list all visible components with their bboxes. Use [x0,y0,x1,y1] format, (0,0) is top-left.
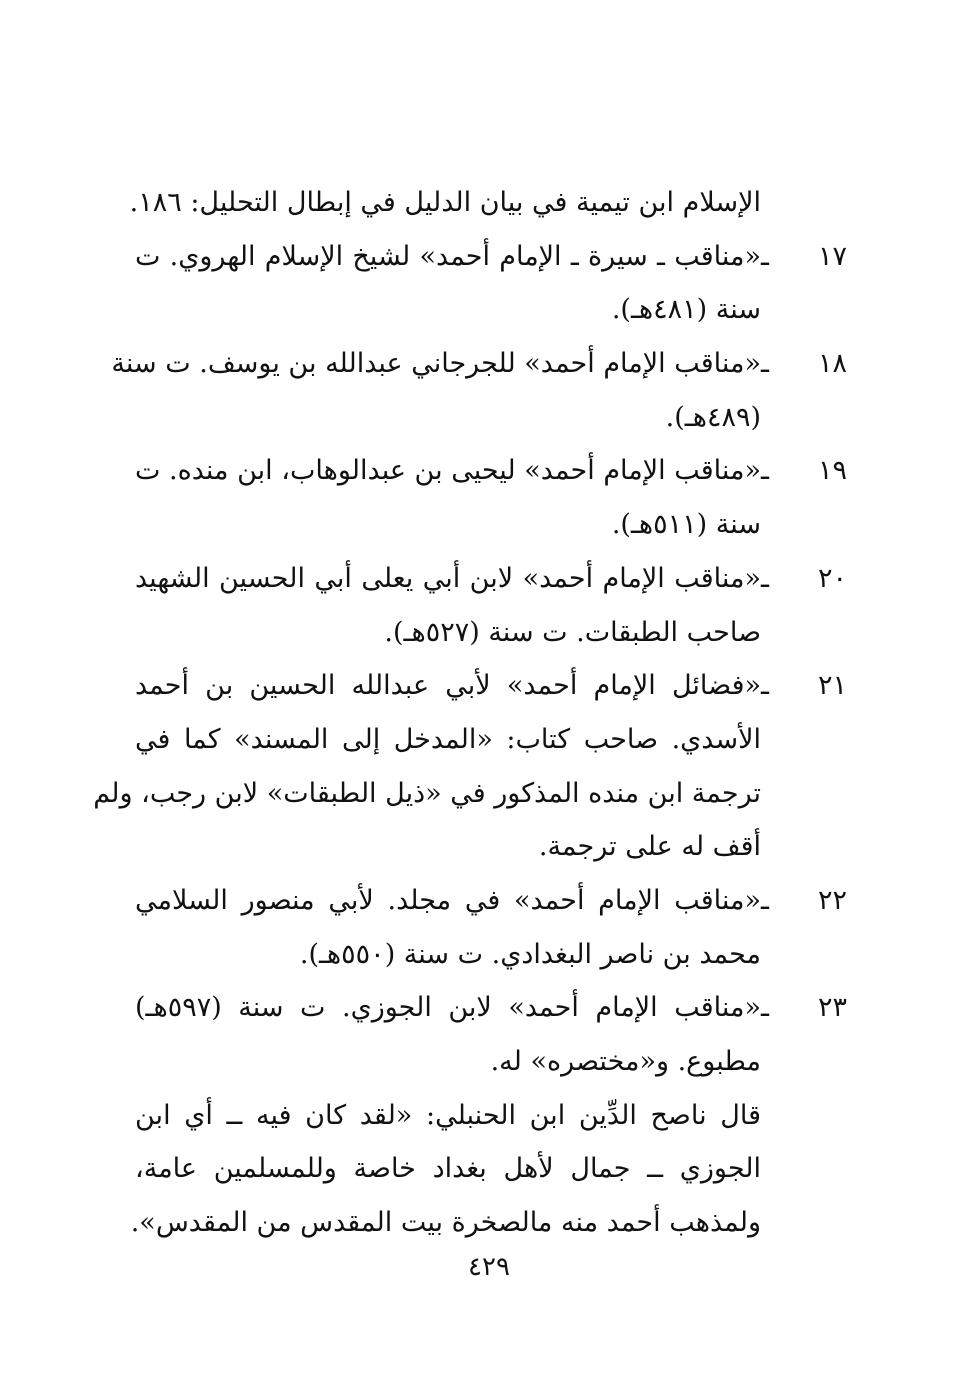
entry-18-line-1 [111,337,847,391]
entry-19-line-2: سنة (٥١١هـ). [611,509,761,541]
quote-line-1: قال ناصح الدِّين ابن الحنبلي: «لقد كان فيه ــ أي ابن [135,1099,761,1131]
entry-text: «مناقب الإمام أحمد» لابن أبي يعلى أبي الحسين الشهيد [135,562,761,594]
quote-line-2: الجوزي ــ جمال لأهل بغداد خاصة وللمسلمين عامة، [135,1153,761,1185]
quote-line-3: ولمذهب أحمد منه مالصخرة بيت المقدس من المقدس». [130,1207,761,1239]
entry-number: ١٩ ـ [761,455,847,487]
entry-number: ٢٢ ـ [761,884,847,916]
entry-number: ٢٣ ـ [761,992,847,1024]
entry-number: ٢٠ ـ [761,562,847,594]
entry-text: «مناقب الإمام أحمد» في مجلد. لأبي منصور السلامي [135,884,761,916]
entry-text: «فضائل الإمام أحمد» لأبي عبدالله الحسين بن أحمد [135,670,761,702]
body-text [93,176,847,1250]
entry-20-line-2: صاحب الطبقات. ت سنة (٥٢٧هـ). [384,616,761,648]
entry-text: «مناقب الإمام أحمد» ليحيى بن عبدالوهاب، ابن منده. ت [135,455,761,487]
entry-17-line-1 [135,230,847,284]
entry-text: «مناقب الإمام أحمد» للجرجاني عبدالله بن يوسف. ت سنة [111,348,761,380]
entry-17-line-2: سنة (٤٨١هـ). [611,294,761,326]
entry-22-line-1 [135,874,847,928]
entry-number: ١٧ ـ [761,240,847,272]
entry-number: ٢١ ـ [761,670,847,702]
entry-21-line-4: أقف له على ترجمة. [538,831,761,863]
entry-19-line-1 [135,444,847,498]
intro-line: الإسلام ابن تيمية في بيان الدليل في إبطال التحليل: ١٨٦. [129,187,761,218]
entry-23-line-2: مطبوع. و«مختصره» له. [490,1046,761,1077]
entry-text: «مناقب الإمام أحمد» لابن الجوزي. ت سنة (٥٩٧هـ) [135,992,761,1024]
page-number: ٤٢٩ [468,1252,510,1282]
entry-text: «مناقب ـ سيرة ـ الإمام أحمد» لشيخ الإسلام الهروي. ت [135,240,761,272]
entry-21-line-3: ترجمة ابن منده المذكور في «ذيل الطبقات» لابن رجب، ولم [93,777,761,809]
entry-18-line-2: (٤٨٩هـ). [665,401,761,433]
entry-21-line-2: الأسدي. صاحب كتاب: «المدخل إلى المسند» كما في [135,723,761,755]
entry-20-line-1 [135,552,847,606]
entry-23-line-1 [135,981,847,1035]
entry-21-line-1 [135,659,847,713]
entry-number: ١٨ ـ [761,348,847,380]
entry-22-line-2: محمد بن ناصر البغدادي. ت سنة (٥٥٠هـ). [299,938,761,970]
